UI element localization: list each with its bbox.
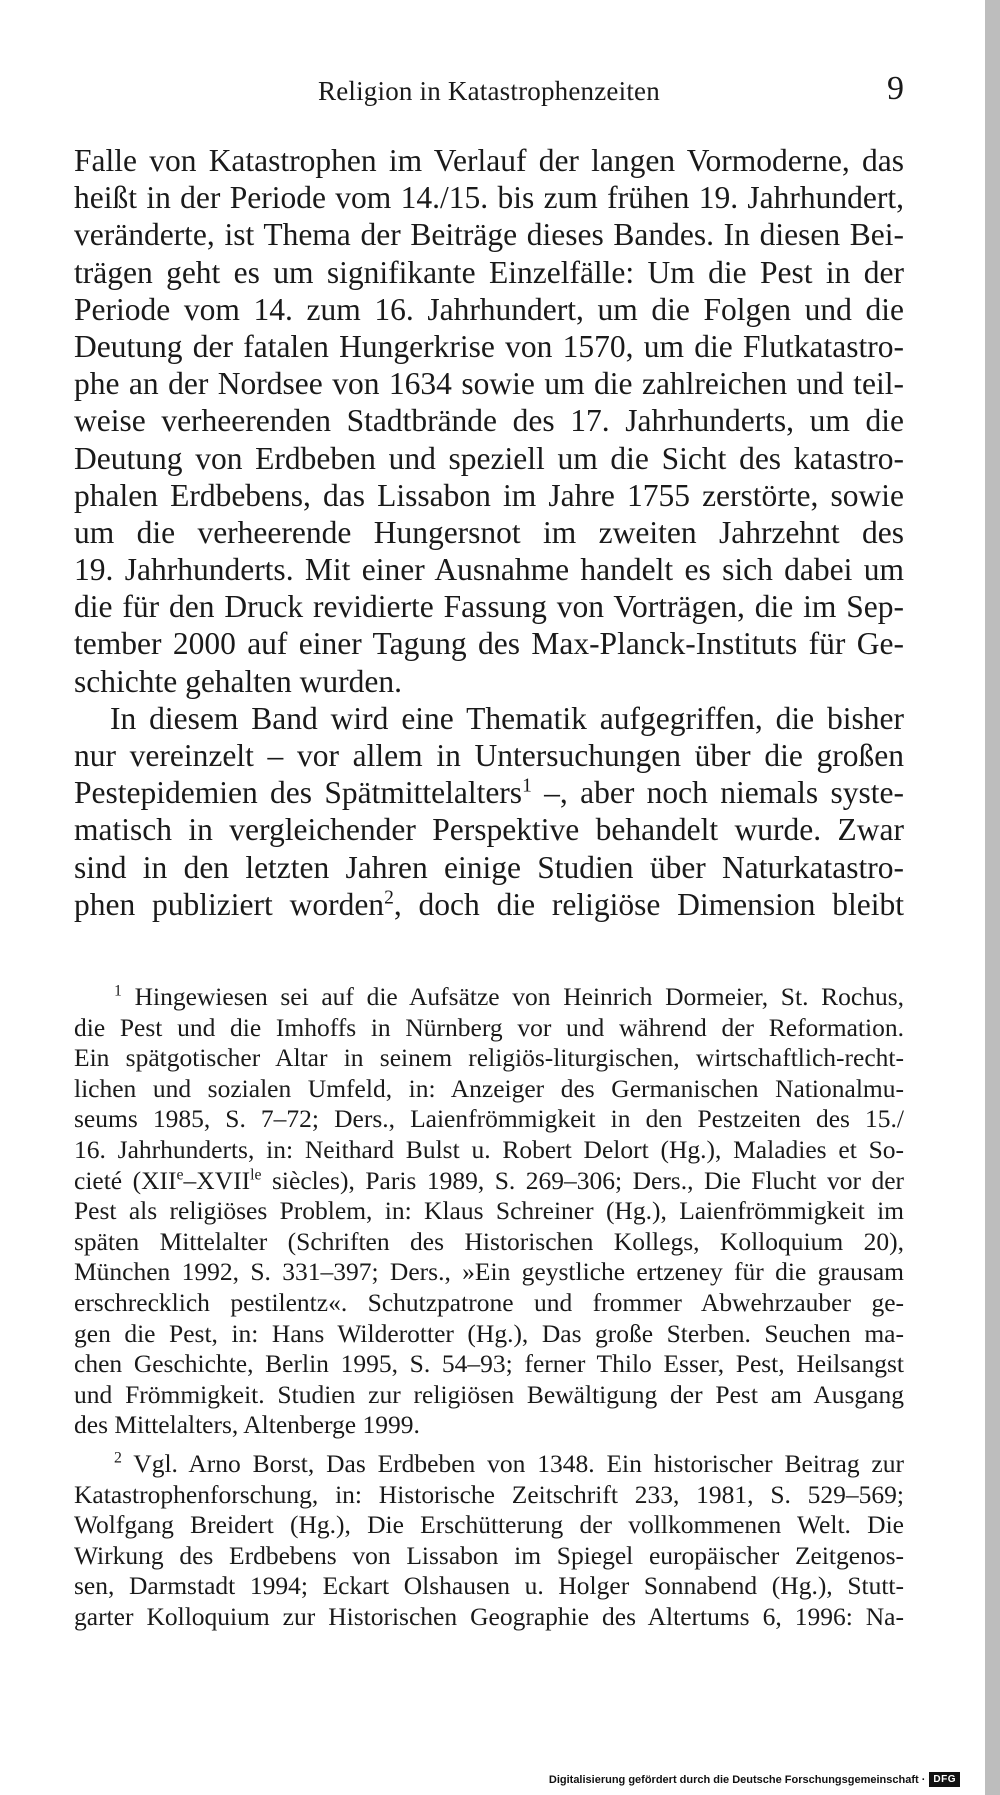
main-text <box>74 142 904 923</box>
footnote-gap <box>74 1441 904 1449</box>
footnote-line <box>74 1166 904 1197</box>
text-line: Deutung von Erdbeben und speziell um die Sicht des katastro- <box>74 440 904 476</box>
text-line: phe an der Nordsee von 1634 sowie um die zahlreichen und teil- <box>74 366 904 402</box>
text-line: heißt in der Periode vom 14./15. bis zum frühen 19. Jahrhundert, <box>74 180 904 216</box>
running-title: Religion in Katastrophenzeiten <box>318 76 660 106</box>
text-segment: –XVII <box>183 1165 251 1195</box>
text-line: nur vereinzelt – vor allem in Untersuchungen über die großen <box>74 738 904 773</box>
credit-text: Digitalisierung gefördert durch die Deutsche Forschungsgemeinschaft · <box>548 1773 926 1786</box>
footnote-line: des Mittelalters, Altenberge 1999. <box>74 1410 420 1440</box>
dfg-logo: DFG <box>929 1772 960 1787</box>
footnote-line: Wolfgang Breidert (Hg.), Die Erschütterung der vollkommenen Welt. Die <box>74 1510 904 1540</box>
footnote-line: Wirkung des Erdbebens von Lissabon im Spiegel europäischer Zeitgenos- <box>74 1540 904 1570</box>
superscript: e <box>176 1166 184 1184</box>
text-line: um die verheerende Hungersnot im zweiten Jahrzehnt des <box>74 514 904 550</box>
footnote-line: und Frömmigkeit. Studien zur religiösen Bewältigung der Pest am Ausgang <box>74 1379 904 1409</box>
text-segment: siècles), Paris 1989, S. 269–306; Ders., Die Flucht vor der <box>261 1165 905 1195</box>
text-segment: cieté (XII <box>74 1165 177 1195</box>
text-line: phalen Erdbebens, das Lissabon im Jahre 1755 zerstörte, sowie <box>74 477 904 513</box>
text-line: trägen geht es um signifikante Einzelfälle: Um die Pest in der <box>74 254 904 290</box>
footnote-line <box>74 982 904 1013</box>
text-line: sind in den letzten Jahren einige Studien über Naturkatastro- <box>74 849 904 885</box>
footnote-line: gen die Pest, in: Hans Wilderotter (Hg.), Das große Sterben. Seuchen ma- <box>74 1318 904 1348</box>
digitization-credit <box>549 1772 960 1787</box>
footnote-line: garter Kolloquium zur Historischen Geographie des Altertums 6, 1996: Na- <box>74 1601 904 1631</box>
footnote-ref-2[interactable]: 2 <box>384 887 394 909</box>
text-line <box>74 774 904 811</box>
footnote-line: chen Geschichte, Berlin 1995, S. 54–93; ferner Thilo Esser, Pest, Heilsangst <box>74 1349 904 1379</box>
text-segment: –, aber noch niemals syste- <box>531 775 904 811</box>
text-segment: Hingewiesen sei auf die Aufsätze von Heinrich Dormeier, St. Rochus, <box>121 982 904 1011</box>
footnote-line: Katastrophenforschung, in: Historische Zeitschrift 233, 1981, S. 529–569; <box>74 1479 904 1509</box>
footnote-line: München 1992, S. 331–397; Ders., »Ein geystliche ertzeney für die grausam <box>74 1257 904 1287</box>
page-header <box>74 72 904 112</box>
text-line <box>74 886 904 923</box>
text-line: Periode vom 14. zum 16. Jahrhundert, um die Folgen und die <box>74 291 904 327</box>
text-segment: , doch die religiöse Dimension bleibt <box>393 886 904 922</box>
footnote-line: Pest als religiöses Problem, in: Klaus Schreiner (Hg.), Laienfrömmigkeit im <box>74 1196 904 1226</box>
text-line: Deutung der fatalen Hungerkrise von 1570, um die Flutkatastro- <box>74 328 904 364</box>
footnote-line: seums 1985, S. 7–72; Ders., Laienfrömmigkeit in den Pestzeiten des 15./ <box>74 1104 904 1134</box>
text-segment: Pestepidemien des Spätmittelalters <box>74 775 523 811</box>
text-line: veränderte, ist Thema der Beiträge dieses Bandes. In diesen Bei- <box>74 217 904 253</box>
text-line: 19. Jahrhunderts. Mit einer Ausnahme handelt es sich dabei um <box>74 552 904 588</box>
text-line: In diesem Band wird eine Thematik aufgegriffen, die bisher <box>110 700 904 736</box>
footnote-line: lichen und sozialen Umfeld, in: Anzeiger des Germanischen Nationalmu- <box>74 1073 904 1103</box>
footnotes <box>74 982 904 1632</box>
page-number: 9 <box>887 70 904 107</box>
footnote-line: 16. Jahrhunderts, in: Neithard Bulst u. Robert Delort (Hg.), Maladies et So- <box>74 1134 904 1164</box>
text-line: tember 2000 auf einer Tagung des Max-Planck-Instituts für Ge- <box>74 626 904 662</box>
footnote-line: erschrecklich pestilentz«. Schutzpatrone und frommer Abwehrzauber ge- <box>74 1287 904 1317</box>
footnote-ref-1[interactable]: 1 <box>522 775 532 797</box>
text-line: die für den Druck revidierte Fassung von Vorträgen, die im Sep- <box>74 589 904 625</box>
footnote-mark-1: 1 <box>114 982 122 1000</box>
footnote-line <box>74 1449 904 1480</box>
footnote-line: sen, Darmstadt 1994; Eckart Olshausen u. Holger Sonnabend (Hg.), Stutt- <box>74 1571 904 1601</box>
text-line: weise verheerenden Stadtbrände des 17. Jahrhunderts, um die <box>74 403 904 439</box>
text-line: matisch in vergleichender Perspektive behandelt wurde. Zwar <box>74 812 904 848</box>
text-line: Falle von Katastrophen im Verlauf der langen Vormoderne, das <box>74 143 904 178</box>
text-segment: Vgl. Arno Borst, Das Erdbeben von 1348. Ein historischer Beitrag zur <box>121 1448 904 1478</box>
text-line: schichte gehalten wurden. <box>74 663 402 699</box>
footnote-line: Ein spätgotischer Altar in seinem religiös-liturgischen, wirtschaftlich-recht- <box>74 1043 904 1073</box>
footnote-mark-2: 2 <box>114 1449 122 1467</box>
superscript: le <box>250 1166 262 1184</box>
text-segment: phen publiziert worden <box>74 886 385 922</box>
footnote-line: späten Mittelalter (Schriften des Historischen Kollegs, Kolloquium 20), <box>74 1226 904 1256</box>
footnote-line: die Pest und die Imhoffs in Nürnberg vor und während der Reformation. <box>74 1012 904 1042</box>
page-edge-shadow <box>985 0 1000 1795</box>
